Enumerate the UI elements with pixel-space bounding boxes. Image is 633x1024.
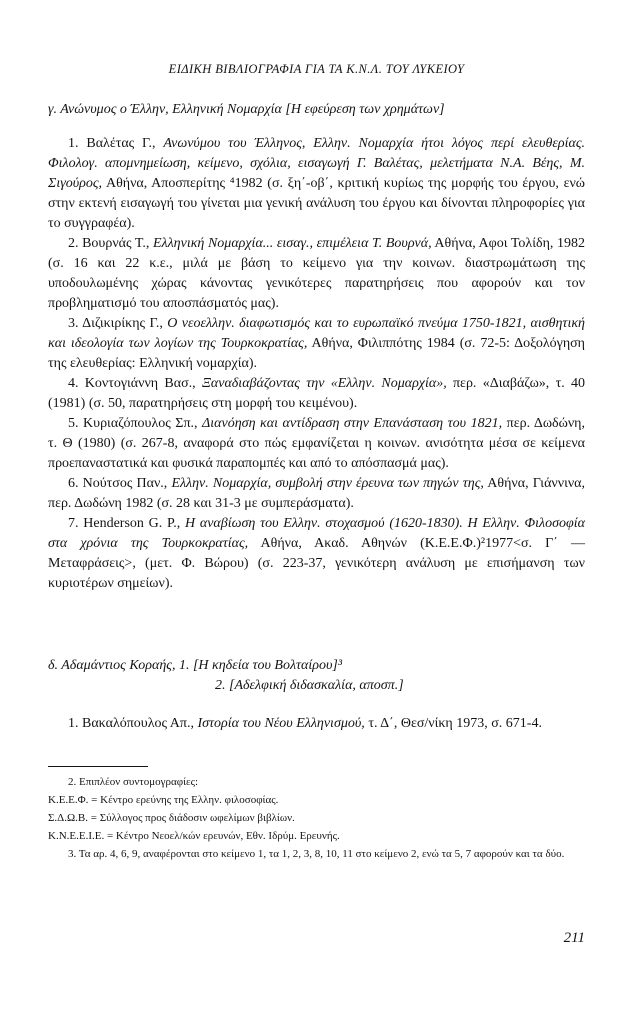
footnote-abbreviation: Κ.Ε.Ε.Φ. = Κέντρο ερεύνης της Ελλην. φιλοσοφίας. <box>48 794 279 806</box>
entry-title: Ο νεοελλην. διαφωτισμός και το ευρωπαϊκό πνεύμα 1750-1821, αισθητική και ιδεολογία των λογίων της Τουρκοκρατίας, <box>48 316 586 351</box>
bibliography-entry-g4 <box>48 374 585 414</box>
entry-details: Αθήνα, Αποσπερίτης ⁴1982 (σ. ξη΄-οβ΄, κριτική κυρίως της μορφής του έργου, ενώ στην εκτενή εισαγωγή του γίνεται μια γενική ανάλυση του έργου και δίνονται πληροφορίες για το συγγραφέα). <box>48 176 585 231</box>
bibliography-entry-g1 <box>48 134 585 234</box>
footnote-abbreviation: Σ.Δ.Ω.Β. = Σύλλογος προς διάδοσιν ωφελίμων βιβλίων. <box>48 812 295 824</box>
section-d-heading-line1: δ. Αδαμάντιος Κοραής, 1. [Η κηδεία του Βολταίρου]³ <box>48 658 343 673</box>
footnotes <box>48 773 585 863</box>
entry-number: 3. <box>68 316 79 331</box>
entry-title: Ανωνύμου του Έλληνος, Ελλην. Νομαρχία ήτοι λόγος περί ελευθερίας. Φιλολογ. απομνημείωση, κείμενο, σχόλια, εισαγωγή Γ. Βαλέτας, μελετήματα Ν.Α. Βέης, Μ. Σιγούρος, <box>48 136 585 191</box>
bibliography-entry-g6 <box>48 474 585 514</box>
entry-number: 1. <box>68 716 79 731</box>
entry-author: Νούτσος Παν., <box>78 476 172 491</box>
running-header: ΕΙΔΙΚΗ ΒΙΒΛΙΟΓΡΑΦΙΑ ΓΙΑ ΤΑ Κ.Ν.Λ. ΤΟΥ ΛΥΚΕΙΟΥ <box>168 62 465 76</box>
entry-details: τ. Δ΄, Θεσ/νίκη 1973, σ. 671-4. <box>364 716 542 731</box>
entry-details: Αθήνα, Αφοι Τολίδη, 1982 (σ. 16 και 22 κ.ε., μιλά με βάση το κείμενο για την κοινων. διαστρωμάτωση της υποδουλωμένης χώρας κάνοντας γενικότερες παρατηρήσεις που αφορούν και τον προβληματισμό του αποσπάσματός μας). <box>48 236 585 311</box>
section-d-heading <box>48 656 585 696</box>
entry-author: Διζικιρίκης Γ., <box>78 316 168 331</box>
entry-details: Αθήνα, Ακαδ. Αθηνών (Κ.Ε.Ε.Φ.)²1977<σ. Γ΄ — Μεταφράσεις>, (μετ. Φ. Βώρου) (σ. 223-37, γενικότερη ανάλυση με επισήμανση των κυριοτέρων σημείων). <box>48 536 585 591</box>
entry-number: 7. <box>68 516 79 531</box>
page-number: 211 <box>563 930 585 946</box>
entry-details: περ. Δωδώνη, τ. Θ (1980) (σ. 267-8, αναφορά στο πώς εμφανίζεται η κοινων. ανισότητα μέσα σε κείμενα προεπαναστατικά και φυσικά παραπομπές και από το απόσπασμά μας). <box>48 416 585 471</box>
entry-author: Κυριαζόπουλος Σπ., <box>78 416 203 431</box>
entry-number: 4. <box>68 376 79 391</box>
footnote-divider <box>48 766 148 767</box>
footnote-2-title: 2. Επιπλέον συντομογραφίες: <box>68 776 199 788</box>
entry-title: Ελλην. Νομαρχία, συμβολή στην έρευνα των πηγών της, <box>171 476 484 491</box>
entry-title: Ξαναδιαβάζοντας την «Ελλην. Νομαρχία», <box>201 376 447 391</box>
bibliography-entry-g5 <box>48 414 585 474</box>
entry-number: 1. <box>68 136 79 151</box>
entry-author: Βαλέτας Γ., <box>78 136 164 151</box>
entry-title: Ελληνική Νομαρχία... εισαγ., επιμέλεια Τ. Βουρνά, <box>152 236 432 251</box>
entry-title: Ιστορία του Νέου Ελληνισμού, <box>197 716 365 731</box>
bibliography-entry-g7 <box>48 514 585 594</box>
bibliography-entry-g2 <box>48 234 585 314</box>
section-g-heading: γ. Ανώνυμος ο Έλλην, Ελληνική Νομαρχία [Η εφεύρεση των χρημάτων] <box>48 102 445 117</box>
entry-number: 2. <box>68 236 79 251</box>
entry-number: 5. <box>68 416 79 431</box>
entry-title: Η αναβίωση του Ελλην. στοχασμού (1620-1830). Η Ελλην. Φιλοσοφία στα χρόνια της Τουρκοκρατίας, <box>48 516 585 551</box>
entry-details: Αθήνα, Γιάννινα, περ. Δωδώνη 1982 (σ. 28 και 31-3 με συμπεράσματα). <box>48 476 585 511</box>
entry-author: Βουρνάς Τ., <box>78 236 153 251</box>
entry-author: Βακαλόπουλος Απ., <box>78 716 198 731</box>
footnote-3: 3. Τα αρ. 4, 6, 9, αναφέρονται στο κείμενο 1, τα 1, 2, 3, 8, 10, 11 στο κείμενο 2, ενώ τα 5, 7 αφορούν και τα δύο. <box>68 848 565 860</box>
section-g <box>48 100 585 594</box>
entry-title: Διανόηση και αντίδραση στην Επανάσταση του 1821, <box>202 416 503 431</box>
entry-author: Κοντογιάννη Βασ., <box>78 376 202 391</box>
entry-number: 6. <box>68 476 79 491</box>
section-d <box>48 656 585 734</box>
bibliography-entry-d1 <box>48 714 585 734</box>
entry-details: περ. «Διαβάζω», τ. 40 (1981) (σ. 50, παρατηρήσεις στη μορφή του κειμένου). <box>48 376 585 411</box>
section-d-heading-line2: 2. [Αδελφική διδασκαλία, αποσπ.] <box>215 678 404 693</box>
entry-details: Αθήνα, Φιλιππότης 1984 (σ. 72-5: Δοξολόγηση της ελευθερίας: Ελληνική νομαρχία). <box>48 336 586 371</box>
entry-author: Henderson G. P., <box>78 516 185 531</box>
page <box>48 0 585 1024</box>
bibliography-entry-g3 <box>48 314 585 374</box>
footnote-abbreviation: Κ.Ν.Ε.Ε.Ι.Ε. = Κέντρο Νεοελ/κών ερευνών, Εθν. Ιδρύμ. Ερευνής. <box>48 830 340 842</box>
